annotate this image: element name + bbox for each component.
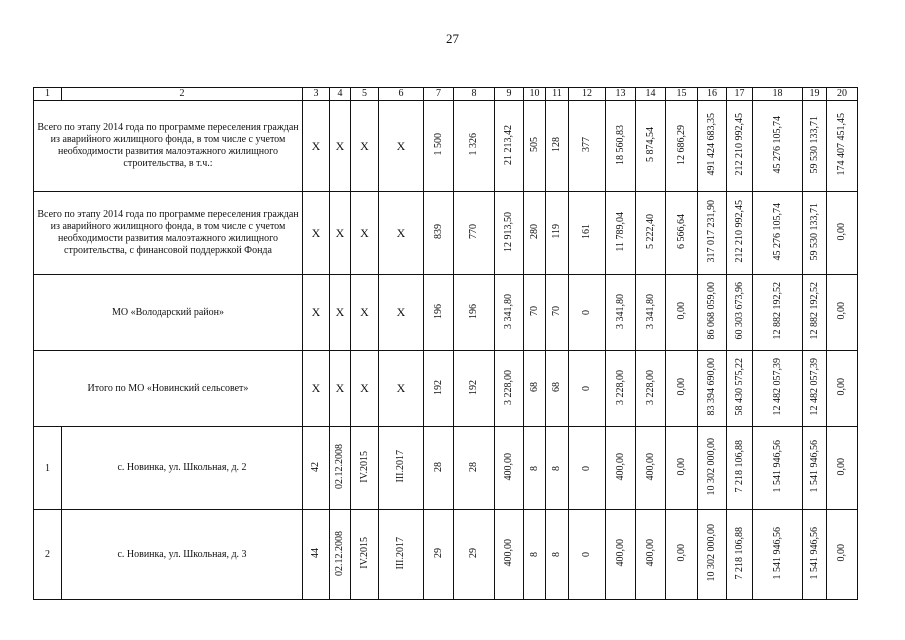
table-cell xyxy=(524,275,546,351)
cell-value: 377 xyxy=(581,137,592,152)
cell-value: 45 276 105,74 xyxy=(771,115,783,174)
cell-value: 02.12.2008 xyxy=(334,530,345,576)
cell-value: 400,00 xyxy=(644,452,656,481)
table-cell xyxy=(379,101,424,192)
table-cell xyxy=(606,510,636,600)
table-cell xyxy=(636,427,666,510)
table-cell xyxy=(727,510,753,600)
row-label: Всего по этапу 2014 года по программе переселения граждан из аварийного жилищного фонда, в том числе с учетом необходимости развития малоэтажного жилищного строительства, в т.ч.: xyxy=(34,101,303,192)
table-cell xyxy=(303,351,330,427)
cell-value: 0,00 xyxy=(836,302,847,320)
table-row xyxy=(34,510,858,600)
cell-value: 212 210 992,45 xyxy=(733,200,745,263)
table-cell xyxy=(379,427,424,510)
table-cell xyxy=(803,101,827,192)
cell-value: 8 xyxy=(528,552,540,557)
cell-value: Х xyxy=(311,225,321,240)
table-row xyxy=(34,427,858,510)
cell-value: 0 xyxy=(581,465,592,471)
cell-value: 29 xyxy=(432,548,444,558)
table-cell xyxy=(379,192,424,275)
column-number: 9 xyxy=(495,88,524,101)
table-cell xyxy=(606,192,636,275)
table-cell xyxy=(424,275,454,351)
table-cell xyxy=(803,192,827,275)
table-cell xyxy=(351,510,379,600)
cell-value: 28 xyxy=(432,461,444,472)
cell-value: 0,00 xyxy=(836,378,847,396)
cell-value: 21 213,42 xyxy=(503,124,514,165)
table-cell xyxy=(495,427,524,510)
cell-value: 6 566,64 xyxy=(675,214,687,249)
table-cell xyxy=(666,427,698,510)
table-cell xyxy=(524,427,546,510)
cell-value: 1 541 946,56 xyxy=(771,440,783,493)
column-number: 7 xyxy=(424,88,454,101)
table-cell xyxy=(351,101,379,192)
cell-value: 1 326 xyxy=(468,133,479,156)
cell-value: 3 228,00 xyxy=(614,369,626,405)
cell-value: Х xyxy=(311,305,321,319)
cell-value: 3 228,00 xyxy=(644,369,656,405)
table-cell xyxy=(827,427,858,510)
table-cell xyxy=(606,275,636,351)
table-cell xyxy=(636,351,666,427)
column-number: 18 xyxy=(753,88,803,101)
cell-value: 42 xyxy=(310,461,321,472)
cell-value: 7 218 106,88 xyxy=(733,526,745,580)
cell-value: Х xyxy=(360,225,369,240)
table-cell xyxy=(636,192,666,275)
column-number: 6 xyxy=(379,88,424,101)
cell-value: 11 789,04 xyxy=(614,211,626,252)
table-cell xyxy=(753,275,803,351)
cell-value: 18 560,83 xyxy=(614,124,626,165)
cell-value: 45 276 105,74 xyxy=(771,202,783,261)
cell-value: 68 xyxy=(528,382,540,392)
cell-value: 0,00 xyxy=(675,302,687,320)
cell-value: Х xyxy=(335,138,345,153)
cell-value: 28 xyxy=(468,461,479,472)
table-cell xyxy=(698,101,727,192)
cell-value: Х xyxy=(311,381,321,395)
cell-value: 8 xyxy=(551,465,562,471)
table-cell xyxy=(569,510,606,600)
cell-value: 12 482 057,39 xyxy=(771,358,783,416)
table-cell xyxy=(351,427,379,510)
cell-value: 83 394 690,00 xyxy=(706,358,717,416)
row-label: с. Новинка, ул. Школьная, д. 3 xyxy=(62,510,303,600)
row-label: с. Новинка, ул. Школьная, д. 2 xyxy=(62,427,303,510)
table-cell xyxy=(636,275,666,351)
cell-value: 400,00 xyxy=(503,539,514,567)
cell-value: 29 xyxy=(468,548,479,558)
column-number: 11 xyxy=(546,88,569,101)
column-number: 5 xyxy=(351,88,379,101)
cell-value: 770 xyxy=(468,224,479,239)
column-number: 16 xyxy=(698,88,727,101)
cell-value: 192 xyxy=(468,379,479,395)
table-cell xyxy=(803,427,827,510)
table-cell xyxy=(546,510,569,600)
cell-value: 3 341,80 xyxy=(614,293,626,329)
table-row xyxy=(34,101,858,192)
table-cell xyxy=(827,351,858,427)
column-number-row xyxy=(34,88,858,101)
cell-value: IV.2015 xyxy=(358,537,370,569)
cell-value: 7 218 106,88 xyxy=(733,440,745,493)
table-cell xyxy=(803,351,827,427)
cell-value: 12 913,50 xyxy=(503,211,514,252)
table-cell xyxy=(803,510,827,600)
cell-value: 280 xyxy=(528,224,540,239)
table-cell xyxy=(666,192,698,275)
cell-value: 68 xyxy=(551,382,562,392)
column-number: 14 xyxy=(636,88,666,101)
table-cell xyxy=(666,101,698,192)
table-cell xyxy=(827,101,858,192)
table-cell xyxy=(330,351,351,427)
table-cell xyxy=(666,351,698,427)
cell-value: 12 686,29 xyxy=(675,124,687,165)
column-number: 19 xyxy=(803,88,827,101)
row-label: Итого по МО «Новинский сельсовет» xyxy=(34,351,303,427)
table-cell xyxy=(351,275,379,351)
table-cell xyxy=(698,510,727,600)
cell-value: 0,00 xyxy=(836,222,847,241)
table-cell xyxy=(424,101,454,192)
table-cell xyxy=(330,275,351,351)
cell-value: 119 xyxy=(551,224,562,239)
table-cell xyxy=(495,101,524,192)
table-cell xyxy=(753,510,803,600)
table-cell xyxy=(698,192,727,275)
table-cell xyxy=(495,192,524,275)
table-cell xyxy=(569,275,606,351)
table-cell xyxy=(569,351,606,427)
table-cell xyxy=(546,192,569,275)
cell-value: 0,00 xyxy=(836,457,847,476)
cell-value: 1 541 946,56 xyxy=(771,526,783,580)
cell-value: IV.2015 xyxy=(358,450,370,483)
page-number: 27 xyxy=(446,31,459,46)
table-cell xyxy=(698,275,727,351)
cell-value: 0,00 xyxy=(675,457,687,476)
table-cell xyxy=(303,275,330,351)
cell-value: 212 210 992,45 xyxy=(733,113,745,176)
table-cell xyxy=(495,351,524,427)
table-cell xyxy=(753,351,803,427)
row-number: 1 xyxy=(34,427,62,510)
row-label: Всего по этапу 2014 года по программе переселения граждан из аварийного жилищного фонда, в том числе с учетом необходимости развития малоэтажного жилищного строительства, с финансовой поддержкой Фонда xyxy=(34,192,303,275)
column-number: 20 xyxy=(827,88,858,101)
table-cell xyxy=(379,510,424,600)
table-cell xyxy=(827,510,858,600)
cell-value: 59 530 133,71 xyxy=(808,115,820,174)
table-cell xyxy=(606,427,636,510)
cell-value: 3 341,80 xyxy=(503,293,514,329)
cell-value: Х xyxy=(311,138,321,153)
cell-value: 12 482 057,39 xyxy=(808,358,820,416)
table-cell xyxy=(753,192,803,275)
cell-value: 839 xyxy=(432,224,444,239)
cell-value: 59 530 133,71 xyxy=(808,202,820,261)
cell-value: Х xyxy=(360,381,369,395)
cell-value: Х xyxy=(396,138,406,153)
table-cell xyxy=(569,192,606,275)
cell-value: Х xyxy=(335,381,345,395)
cell-value: Х xyxy=(396,305,406,319)
table-cell xyxy=(524,510,546,600)
row-label: МО «Володарский район» xyxy=(34,275,303,351)
cell-value: 196 xyxy=(432,303,444,319)
table-cell xyxy=(569,427,606,510)
table-cell xyxy=(606,351,636,427)
cell-value: 12 882 192,52 xyxy=(771,282,783,340)
cell-value: 491 424 683,35 xyxy=(706,113,717,176)
table-cell xyxy=(727,427,753,510)
table-cell xyxy=(546,427,569,510)
table-cell xyxy=(524,351,546,427)
table-cell xyxy=(303,510,330,600)
table-cell xyxy=(698,351,727,427)
table-cell xyxy=(524,101,546,192)
cell-value: 317 017 231,90 xyxy=(706,200,717,263)
cell-value: 0,00 xyxy=(675,544,687,562)
cell-value: 60 303 673,96 xyxy=(733,282,745,340)
column-number: 4 xyxy=(330,88,351,101)
cell-value: 3 228,00 xyxy=(503,369,514,405)
cell-value: Х xyxy=(335,305,345,319)
cell-value: 196 xyxy=(468,303,479,319)
cell-value: 400,00 xyxy=(503,452,514,481)
cell-value: 3 341,80 xyxy=(644,293,656,329)
cell-value: III.2017 xyxy=(395,450,406,483)
cell-value: Х xyxy=(396,225,406,240)
cell-value: 0 xyxy=(581,552,592,557)
table-cell xyxy=(727,101,753,192)
table-cell xyxy=(330,427,351,510)
cell-value: Х xyxy=(360,138,369,153)
table-cell xyxy=(524,192,546,275)
cell-value: Х xyxy=(335,225,345,240)
cell-value: 0 xyxy=(581,310,592,315)
table-cell xyxy=(606,101,636,192)
resettlement-table xyxy=(33,87,858,600)
cell-value: 161 xyxy=(581,224,592,239)
table-cell xyxy=(495,275,524,351)
cell-value: 0 xyxy=(581,386,592,391)
table-row xyxy=(34,192,858,275)
column-number: 13 xyxy=(606,88,636,101)
cell-value: 128 xyxy=(551,137,562,152)
cell-value: 5 874,54 xyxy=(644,127,656,162)
cell-value: 400,00 xyxy=(614,539,626,567)
column-number: 15 xyxy=(666,88,698,101)
table-cell xyxy=(546,351,569,427)
table-cell xyxy=(569,101,606,192)
cell-value: 0,00 xyxy=(675,378,687,396)
cell-value: 10 302 000,00 xyxy=(706,524,717,582)
cell-value: 44 xyxy=(310,548,321,558)
cell-value: 1 541 946,56 xyxy=(808,526,820,580)
table-cell xyxy=(330,510,351,600)
row-number: 2 xyxy=(34,510,62,600)
table-cell xyxy=(330,101,351,192)
table-cell xyxy=(330,192,351,275)
cell-value: 02.12.2008 xyxy=(334,444,345,489)
column-number: 1 xyxy=(34,88,62,101)
column-number: 8 xyxy=(454,88,495,101)
table-cell xyxy=(454,427,495,510)
cell-value: 70 xyxy=(551,306,562,316)
table-cell xyxy=(303,101,330,192)
cell-value: 505 xyxy=(528,137,540,152)
column-number: 10 xyxy=(524,88,546,101)
table-cell xyxy=(424,192,454,275)
table-cell xyxy=(727,351,753,427)
cell-value: III.2017 xyxy=(395,536,406,570)
table-cell xyxy=(454,351,495,427)
table-cell xyxy=(698,427,727,510)
table-cell xyxy=(753,427,803,510)
cell-value: 10 302 000,00 xyxy=(706,437,717,496)
table-cell xyxy=(546,275,569,351)
table-cell xyxy=(454,192,495,275)
table-cell xyxy=(454,101,495,192)
table-cell xyxy=(303,427,330,510)
table-row xyxy=(34,351,858,427)
table-cell xyxy=(666,275,698,351)
table-cell xyxy=(454,510,495,600)
cell-value: 86 068 059,00 xyxy=(706,282,717,340)
table-cell xyxy=(727,275,753,351)
table-cell xyxy=(803,275,827,351)
table-cell xyxy=(351,192,379,275)
table-cell xyxy=(546,101,569,192)
table-cell xyxy=(303,192,330,275)
cell-value: 8 xyxy=(528,465,540,471)
table-cell xyxy=(424,427,454,510)
table-cell xyxy=(753,101,803,192)
cell-value: Х xyxy=(396,381,406,395)
cell-value: 174 407 451,45 xyxy=(836,113,847,176)
cell-value: 400,00 xyxy=(614,452,626,481)
table-cell xyxy=(727,192,753,275)
cell-value: 70 xyxy=(528,306,540,316)
column-number: 3 xyxy=(303,88,330,101)
cell-value: 0,00 xyxy=(836,544,847,562)
table-cell xyxy=(666,510,698,600)
column-number: 17 xyxy=(727,88,753,101)
cell-value: 1 541 946,56 xyxy=(808,440,820,493)
table-row xyxy=(34,275,858,351)
table-cell xyxy=(827,192,858,275)
cell-value: 58 430 575,22 xyxy=(733,358,745,416)
table-cell xyxy=(636,101,666,192)
table-cell xyxy=(379,351,424,427)
cell-value: 5 222,40 xyxy=(644,214,656,249)
table-cell xyxy=(827,275,858,351)
cell-value: 12 882 192,52 xyxy=(808,282,820,340)
cell-value: 1 500 xyxy=(432,133,444,156)
table-cell xyxy=(351,351,379,427)
table-cell xyxy=(636,510,666,600)
cell-value: 400,00 xyxy=(644,539,656,567)
cell-value: Х xyxy=(360,305,369,319)
table-cell xyxy=(454,275,495,351)
table-cell xyxy=(424,351,454,427)
cell-value: 8 xyxy=(551,552,562,557)
cell-value: 192 xyxy=(432,379,444,395)
table-cell xyxy=(424,510,454,600)
column-number: 2 xyxy=(62,88,303,101)
table-cell xyxy=(379,275,424,351)
column-number: 12 xyxy=(569,88,606,101)
table-cell xyxy=(495,510,524,600)
